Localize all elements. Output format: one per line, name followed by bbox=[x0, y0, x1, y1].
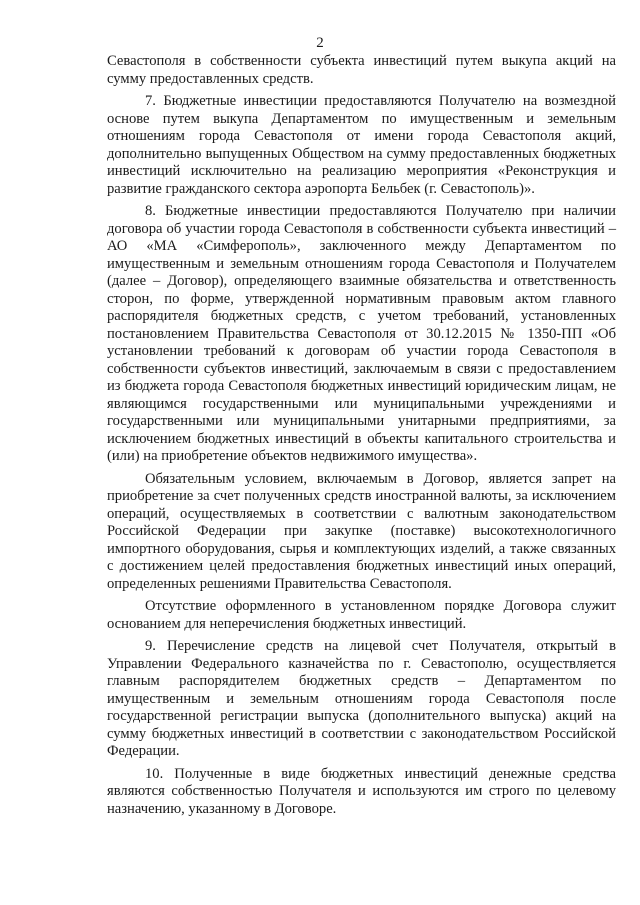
page-number: 2 bbox=[316, 35, 324, 51]
paragraph-9: 9. Перечисление средств на лицевой счет Получателя, открытый в Управлении Федерального казначейства по г. Севастополю, осуществляется главным распорядителем бюджетных средств – Департаментом по имущественным и земельным отношениям города Севастополя после государственной регистрации выпуска (дополнительного выпуска) акций на сумму бюджетных инвестиций в соответствии с законодательством Российской Федерации. bbox=[107, 638, 616, 759]
document-body bbox=[107, 53, 616, 823]
paragraph-8-condition: Обязательным условием, включаемым в Договор, является запрет на приобретение за счет полученных средств иностранной валюты, за исключением операций, осуществляемых в соответствии с валютным законодательством Российской Федерации при закупке (поставке) высокотехнологичного импортного оборудования, сырья и комплектующих изделий, а также связанных с достижением целей предоставления бюджетных инвестиций иных операций, определенных решениями Правительства Севастополя. bbox=[107, 470, 616, 592]
paragraph-8-absence: Отсутствие оформленного в установленном порядке Договора служит основанием для неперечисления бюджетных инвестиций. bbox=[107, 598, 616, 632]
paragraph-8: 8. Бюджетные инвестиции предоставляются Получателю при наличии договора об участии города Севастополя в собственности субъекта инвестиций – АО «МА «Симферополь», заключенного между Департаментом по имущественным и земельным отношениям города Севастополя и Получателем (далее – Договор), определяющего взаимные обязательства и ответственность сторон, по форме, утвержденной нормативным правовым актом главного распорядителя бюджетных средств, с учетом требований, установленных постановлением Правительства Севастополя от 30.12.2015 № 1350-ПП «Об установлении требований к договорам об участии города Севастополя в собственности субъектов инвестиций, заключаемым в связи с предоставлением из бюджета города Севастополя бюджетных инвестиций юридическим лицам, не являющимся государственными или муниципальными учреждениями и государственными или муниципальными унитарными предприятиями, за исключением бюджетных инвестиций в объекты капитального строительства и (или) на приобретение объектов недвижимого имущества». bbox=[107, 203, 616, 464]
paragraph-7: 7. Бюджетные инвестиции предоставляются Получателю на возмездной основе путем выкупа Департаментом по имущественным и земельным отношениям города Севастополя от имени города Севастополя акций, дополнительно выпущенных Обществом на сумму предоставленных бюджетных инвестиций исключительно на реализацию мероприятия «Реконструкция и развитие гражданского сектора аэропорта Бельбек (г. Севастополь)». bbox=[107, 93, 616, 197]
paragraph-10: 10. Полученные в виде бюджетных инвестиций денежные средства являются собственностью Получателя и используются им строго по целевому назначению, указанному в Договоре. bbox=[107, 765, 616, 817]
paragraph-continuation: Севастополя в собственности субъекта инвестиций путем выкупа акций на сумму предоставленных средств. bbox=[107, 53, 616, 87]
